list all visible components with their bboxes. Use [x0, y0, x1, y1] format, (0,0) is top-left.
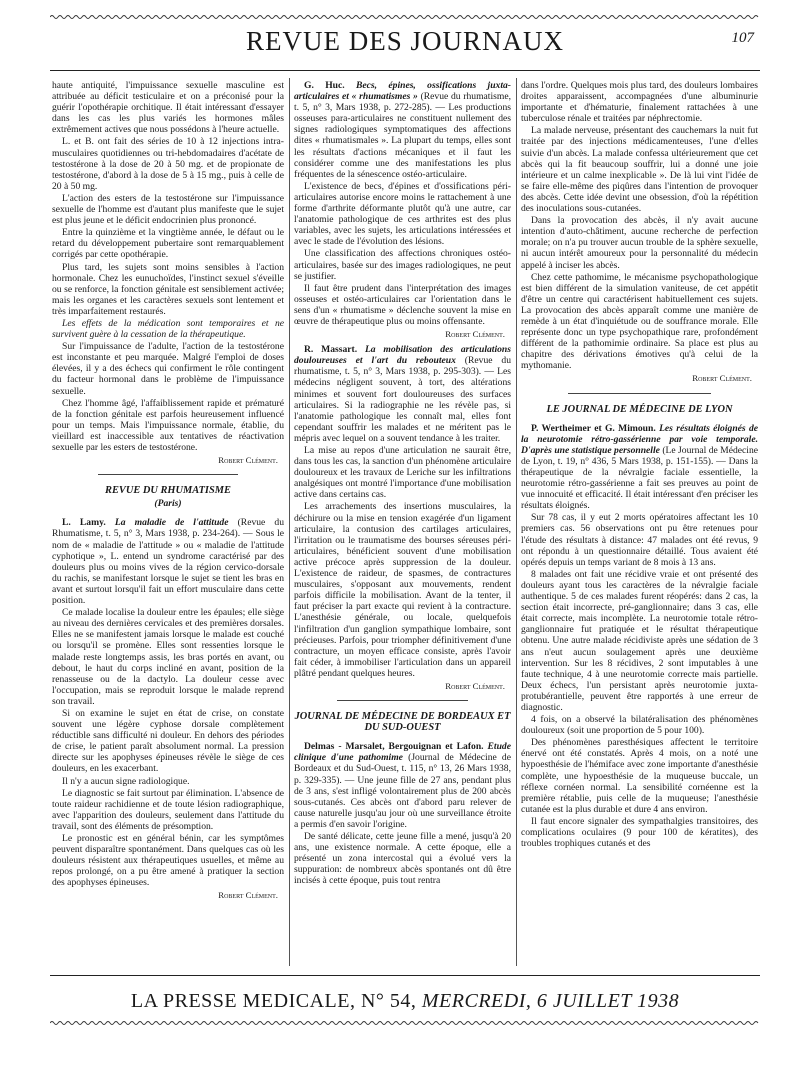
footer-rule: [50, 975, 760, 976]
paragraph: Entre la quinzième et la vingtième année, le défaut ou le retard du développement pubertaire sont remarquablement corrigés par cette opothérapie.: [52, 227, 284, 261]
paragraph: Sur l'impuissance de l'adulte, l'action de la testostérone est inconstante et peu marquée. Malgré l'emploi de doses élevées, il y a des échecs qui confirment le rôle contingent du facteur hormonal dans le problème de l'impuissance sexuelle.: [52, 341, 284, 397]
paragraph: Il n'y a aucun signe radiologique.: [62, 775, 190, 787]
article-title: La maladie de l'attitude: [114, 517, 229, 529]
article-title: La mobilisation des articulations douloureuses et l'art du rebouteux: [294, 344, 511, 367]
paragraph: Le diagnostic se fait surtout par élimination. L'absence de toute raideur rachidienne et de toute lésion radiographique, avec l'apparition des douleurs, seulement dans l'attitude du travail, sont des éléments de présomption.: [52, 787, 284, 832]
author-signature: Robert Clément.: [218, 890, 278, 901]
column-divider: [516, 78, 517, 966]
column-middle: [294, 80, 511, 965]
paragraph: L'action des esters de la testostérone sur l'impuissance sexuelle de l'homme est d'autant plus manifeste que le sujet est plus jeune et le déficit endocrinien plus prononcé.: [52, 192, 284, 227]
paragraph: 8 malades ont fait une récidive vraie et ont présenté des douleurs ayant tous les caractères de la névralgie faciale authentique. 5 de ces malades furent réopérés: dans 2 cas, la section était incorrecte, pré-ganglionnaire; dans 3 cas, elle était correcte, mais incomplète. La neurotomie totale rétro-ganglionnaire fut pratiquée et le résultat thérapeutique obtenu. Une autre malade récidiviste après une sédation de 3 ans n'eut aucun soulagement après une deuxième intervention. Sur les 8 récidives, 2 sont imputables à une faute technique, 4 à une neurotomie correcte mais partielle. Deux échecs, l'un persistant après neurotomie juxta-protubérantielle, peuvent être rapportés à une erreur de diagnostic.: [521, 568, 758, 713]
section-subheading: (Paris): [154, 498, 182, 510]
author-signature: Robert Clément.: [218, 455, 278, 466]
author-signature: Robert Clément.: [692, 373, 752, 384]
paragraph: haute antiquité, l'impuissance sexuelle masculine est attribuée au déficit testiculaire et on a préconisé pour la guérir l'opothérapie orchitique. Il était intéressant d'essayer dans les cas les plus variés les hormones mâles extrêmement actives que nous possédons à l'heure actuelle.: [52, 80, 284, 136]
paragraph: Chez cette pathomime, le mécanisme psychopathologique est bien différent de la simulation vaniteuse, de cet appétit d'être un centre qui caractérisent habituellement ces sujets. La provocation des abcès apparaît comme une manière de remède à un état d'inquiétude ou de souffrance morale. Elle représente donc un type psychopathique rare, profondément différent de la pathomimie ordinaire. Sa place est plus au chapitre des dérivations émotives qu'à celui de la mythomanie.: [521, 271, 758, 372]
paragraph: Une classification des affections chroniques ostéo-articulaires, basée sur des images radiologiques, ne peut se justifier.: [294, 248, 511, 282]
author-signature: Robert Clément.: [445, 329, 505, 340]
page-title: REVUE DES JOURNAUX: [245, 26, 564, 56]
article-authors: G. Huc.: [304, 80, 345, 91]
article-title: Les résultats éloignés de la neurotomie rétro-gassérienne par voie temporale. D'après une statistique personnelle: [521, 422, 758, 456]
paragraph: Il faut encore signaler des sympathalgies transitoires, des complications oculaires (9 pour 100 de kératites), des troubles trophiques cutanés et des: [521, 815, 758, 850]
paragraph: Les arrachements des insertions musculaires, la déchirure ou la mise en tension exagérée d'un ligament articulaire, la contusion des cartilages articulaires, l'irritation ou le traumatisme des bourses séreuses péri-articulaires, bénéficient souvent d'une mobilisation active précoce après suppression de la douleur. L'existence de raideur, de spasmes, de contractures musculaires, s'opposant aux mouvements, rendent parfois difficile la mobilisation. Avant de la tenter, il faut préciser la part exacte qui revient à la contracture. L'anesthésie générale, ou locale, quelquefois l'infiltration d'un ganglion sympathique lombaire, sont précieuses. Parfois, pour triompher définitivement d'une contracture, un moyen efficace consiste, après l'avoir fait céder, à immobiliser l'articulation dans un appareil plâtré pendant quelques heures.: [294, 501, 511, 679]
section-heading: LE JOURNAL DE MÉDECINE DE LYON: [546, 403, 733, 415]
article-reference: (Revue du rhumatisme, t. 5, n° 3, Mars 1938, p. 272-285). — Les productions osseuses para-articulaires ne constituent nullement des signes radiologiques symptomatiques des affections dites « rhumatismales ». La plupart du temps, elles sont les résultats d'actions mécaniques et il faut les considérer comme une des manifestations les plus fréquentes de la sénescence ostéo-articulaire.: [294, 91, 511, 180]
paragraph: Le pronostic est en général bénin, car les symptômes peuvent disparaître spontanément. Dans quelques cas où les douleurs résistent aux thérapeutiques usuelles, et même au repos prolongé, on a pu être amené à pratiquer la section des apophyses épineuses.: [52, 833, 284, 889]
article-intro: [521, 423, 758, 512]
paragraph: Chez l'homme âgé, l'affaiblissement rapide et prématuré de la fonction génitale est parfois heureusement influencé pour un temps. Mais l'impuissance normale, établie, du vieillard est inaccessible aux tentatives de réactivation sexuelle par les esters de testostérone.: [52, 397, 284, 453]
paragraph: Dans la provocation des abcès, il n'y avait aucune intention d'auto-châtiment, aucune recherche de perfection morale; on n'a pu trouver aucun trouble de la sphère sexuelle, ni aucun intérêt amoureux pour la personnalité du médecin appelé à inciser les abcès.: [521, 215, 758, 271]
column-divider: [289, 78, 290, 966]
article-title: Becs, épines, ossifications juxta-articulaires et « rhumatismes »: [294, 80, 511, 103]
paragraph: L'existence de becs, d'épines et d'ossifications péri-articulaires autorise encore moins le rattachement à une forme d'arthrite déformante plutôt qu'à une autre, car l'anatomie pathologique de ces arthrites est des plus variables, avec les sujets, les articulations intéressées et avec le stade de l'évolution des lésions.: [294, 180, 511, 248]
paragraph: Plus tard, les sujets sont moins sensibles à l'action hormonale. Chez les eunuchoïdes, l'instinct sexuel s'éveille ou se renforce, la fonction génitale est sensiblement activée; mais les organes et les caractères sexuels sont lentement et très imparfaitement restaurés.: [52, 261, 284, 317]
article-intro: [294, 80, 511, 180]
section-heading: JOURNAL DE MÉDECINE DE BORDEAUX ET DU SUD-OUEST: [294, 711, 511, 734]
paragraph: L. et B. ont fait des séries de 10 à 12 injections intra-musculaires quotidiennes ou tri-hebdomadaires d'acétate de testostérone à la dose de 20 à 50 mg. et de propionate de testostérone, d'abord à la dose de 5 à 15 mg., puis à celle de 20 à 50 mg.: [52, 136, 284, 192]
paragraph: La malade nerveuse, présentant des cauchemars la nuit fut traitée par des injections médicamenteuses, l'une d'elles suivie d'un abcès. La malade confessa ultérieurement que cet abcès qui la fit beaucoup souffrir, lui a donné une joie intérieure et un calme inexplicable ». De là lui vint l'idée de se faire elle-même des piqûres dans l'intention de provoquer des abcès. Cette idée devint une obsession, d'où la répétition des inoculations sous-cutanées.: [521, 125, 758, 215]
article-authors: Delmas - Marsalet, Bergouignan et Lafon.: [304, 741, 484, 753]
paragraph: Des phénomènes paresthésiques affectent le territoire énervé ont été constatés. Après 4 mois, on a noté une hypoesthésie de l'hémiface avec zone importante d'anesthésie complète, une hypoesthésie de la muqueuse buccale, un réflexe cornéen normal. La sensibilité cornéenne est la première rétablie, puis celle de la muqueuse; l'anesthésie cutanée est la plus durable et dure 4 ans environ.: [521, 737, 758, 815]
article-reference: (Journal de Médecine de Bordeaux et du Sud-Ouest, t. 115, n° 13, 26 Mars 1938, p. 329-335). — Une jeune fille de 27 ans, pendant plus de 3 ans, s'est infligé volontairement plus de 200 abcès sous-cutanés. Ces abcès ont d'abord paru relever de cause naturelle jusqu'au jour où une surveillance étroite a permis d'en savoir l'origine.: [294, 752, 511, 830]
paragraph: 4 fois, on a observé la bilatéralisation des phénomènes douloureux (soit une proportion de 5 pour 100).: [521, 714, 758, 737]
paragraph: De santé délicate, cette jeune fille a mené, jusqu'à 20 ans, une existence normale. A cette époque, elle a présenté un zona intercostal qui a évolué vers la suppuration: de nombreux abcès spontanés ont dû être incisés à cette époque, puis tout rentra: [294, 831, 511, 887]
page-footer: [50, 990, 760, 1016]
article-intro: [294, 344, 511, 444]
article-reference: (Revue du rhumatisme, t. 5, n° 3, Mars 1938, p. 295-303). — Les médecins négligent souvent, à tort, des altérations minimes et souvent fort douloureuses des surfaces articulaires. Si la radiographie ne les révèle pas, si l'anatomie pathologique les connaît mal, elles font cependant souffrir les malades et ne méritent pas le mépris avec lequel on a souvent tendance à les traiter.: [294, 355, 511, 444]
article-title: Etude clinique d'une pathomime: [294, 741, 511, 764]
paragraph: Ce malade localise la douleur entre les épaules; elle siège au niveau des dernières cervicales et des premières dorsales. Elles ne se manifestent jamais lorsque le malade est couché ou lorsqu'il se promène. Elles sont ressenties lorsque le malade reste longtemps assis, les bras portés en avant, ou debout, le haut du corps incliné en avant, position de la renasseuse ou de la dactylo. La douleur cesse avec l'occupation, mais se reproduit lorsque le malade reprend son travail.: [52, 607, 284, 707]
bottom-decorative-rule: [50, 1020, 760, 1026]
article-authors: R. Massart.: [304, 344, 358, 356]
footer-journal: LA PRESSE MEDICALE, N° 54,: [130, 990, 417, 1012]
column-left: [52, 80, 284, 965]
paragraph: Il faut être prudent dans l'interprétation des images osseuses et ostéo-articulaires car l'orientation dans le sens d'un « rhumatisme » déclenche souvent la mise en œuvre de thérapeutique plus ou moins offensante.: [294, 282, 511, 327]
article-authors: L. Lamy.: [62, 517, 106, 529]
column-right: [521, 80, 758, 965]
section-divider: [337, 700, 467, 701]
paragraph: Les effets de la médication sont temporaires et ne survivent guère à la cessation de la thérapeutique.: [52, 317, 284, 341]
article-authors: P. Wertheimer et G. Mimoun.: [531, 422, 656, 434]
paragraph: La mise au repos d'une articulation ne saurait être, dans tous les cas, la sanction d'un phénomène articulaire douloureux et les travaux de Leriche sur les infiltrations analgésiques ont montré l'importance d'une mobilisation active dans certains cas.: [294, 445, 511, 501]
header-rule: [50, 70, 760, 71]
top-decorative-rule: [50, 14, 760, 20]
section-divider: [98, 474, 237, 475]
footer-date: MERCREDI, 6 JUILLET 1938: [421, 990, 680, 1012]
article-intro: [52, 517, 284, 606]
paragraph: dans l'ordre. Quelques mois plus tard, des douleurs lombaires droites apparaissent, accompagnées d'une albuminurie importante et d'hématurie, finalement rattachées à une tuberculose rénale et traitées par néphrectomie.: [521, 80, 758, 125]
article-reference: (Le Journal de Médecine de Lyon, t. 19, n° 436, 5 Mars 1938, p. 151-155). — Dans la thérapeutique de la névralgie faciale essentielle, la neurotomie rétro-gassérienne a fait ses preuves au point de vue innocuité et efficacité. Il était intéressant d'en préciser les résultats éloignés.: [521, 444, 758, 512]
section-divider: [568, 393, 710, 394]
page-number: 107: [731, 30, 754, 46]
paragraph: Sur 78 cas, il y eut 2 morts opératoires affectant les 10 premiers cas. 56 observations ont pu être retenues pour l'étude des résultats à distance: 47 malades ont été revus, 9 ont répondu à un questionnaire détaillé. Tous avaient été opérés depuis un temps variant de 8 mois à 13 ans.: [521, 512, 758, 568]
paragraph: Si on examine le sujet en état de crise, on constate souvent une légère cyphose dorsale complètement réductible sans difficulté ni douleur. En dehors des périodes de crise, le patient paraît absolument normal. La pression directe sur les apophyses épineuses révèle le siège de ces douleurs, en les exacerbant.: [52, 707, 284, 775]
article-intro: [294, 741, 511, 830]
section-heading: REVUE DU RHUMATISME: [105, 485, 231, 497]
author-signature: Robert Clément.: [445, 680, 505, 691]
page-header: [50, 26, 760, 66]
article-reference: (Revue du Rhumatisme, t. 5, n° 3, Mars 1938, p. 234-264). — Sous le nom de « maladie de l'attitude » ou « maladie de l'attitude cyphotique », L. entend un syndrome caractérisé par des douleurs plus ou moins vives de la région cervico-dorsale du rachis, se manifestant lorsque le sujet se tient les bras en avant et surtout lorsqu'il fait un effort musculaire dans cette position.: [52, 517, 284, 607]
